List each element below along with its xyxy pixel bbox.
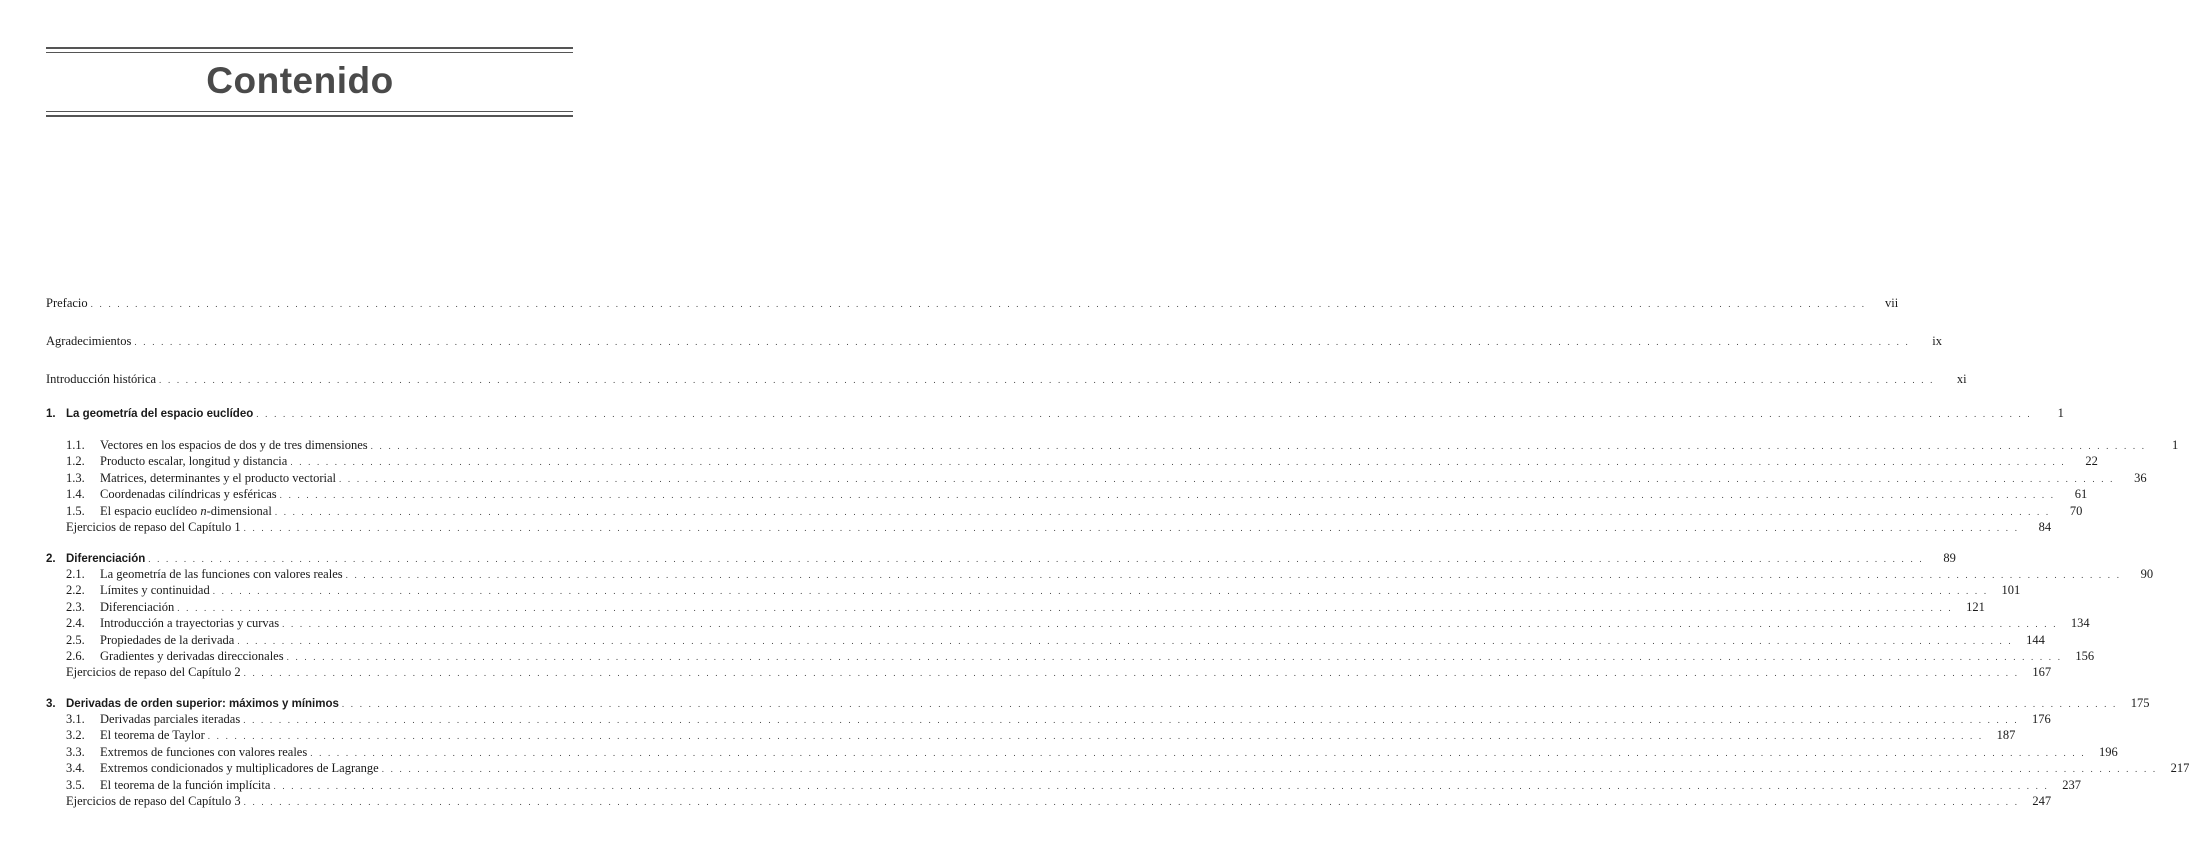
section-page: 22 bbox=[2085, 454, 2098, 469]
toc-section-entry[interactable] bbox=[46, 632, 2045, 648]
toc-entry-front-matter[interactable] bbox=[46, 333, 1942, 349]
section-page: 176 bbox=[2032, 712, 2051, 726]
dot-leader: . . . . . . . . . . . . . . . . . . . . . . . . . . . . . . . . . . . . . . . . . . . . . . . . . . . . . . . . . . . . . . . . . . . . . . . . . . . . . . . . . . . . . . . . . . . . . . . . . . . . . . . . . . . . . . . . . . . . . . . . . . . . . . . . . . . . . . . . . . . . . . . . . . . . . . . . . . . . . . . . . . . . . . . . . . . . . . . . . . . . . . . . . . . . . . . . . . . . . . . . bbox=[243, 523, 2020, 533]
section-label: 2.3. Diferenciación bbox=[66, 599, 177, 615]
section-label: 3.5. El teorema de la función implícita bbox=[66, 777, 273, 793]
toc-chapter-heading[interactable] bbox=[46, 695, 2150, 711]
dot-leader: . . . . . . . . . . . . . . . . . . . . . . . . . . . . . . . . . . . . . . . . . . . . . . . . . . . . . . . . . . . . . . . . . . . . . . . . . . . . . . . . . . . . . . . . . . . . . . . . . . . . . . . . . . . . . . . . . . . . . . . . . . . . . . . . . . . . . . . . . . . . . . . . . . . . . . . . . . . . . . . . . . . . . . . . . . . . . . . . . . . . . . . . . . . . . . . . . . . . . . . . bbox=[286, 652, 2063, 662]
chapter-number: 1. bbox=[46, 408, 56, 420]
dot-leader: . . . . . . . . . . . . . . . . . . . . . . . . . . . . . . . . . . . . . . . . . . . . . . . . . . . . . . . . . . . . . . . . . . . . . . . . . . . . . . . . . . . . . . . . . . . . . . . . . . . . . . . . . . . . . . . . . . . . . . . . . . . . . . . . . . . . . . . . . . . . . . . . . . . . . . . . . . . . . . . . . . . . . . . . . . . . . . . . . . . . . . . . . . . . . . . . . . . . . . . . bbox=[370, 441, 2147, 451]
toc-section-entry[interactable] bbox=[46, 566, 2154, 582]
toc-entry-front-matter[interactable] bbox=[46, 371, 1967, 387]
section-page: 36 bbox=[2134, 470, 2147, 485]
section-number: 3.3. bbox=[66, 744, 85, 759]
section-label: 3.1. Derivadas parciales iteradas bbox=[66, 711, 243, 727]
section-label: 2.2. Límites y continuidad bbox=[66, 582, 213, 598]
toc-section-entry[interactable] bbox=[46, 727, 2016, 743]
dot-leader: . . . . . . . . . . . . . . . . . . . . . . . . . . . . . . . . . . . . . . . . . . . . . . . . . . . . . . . . . . . . . . . . . . . . . . . . . . . . . . . . . . . . . . . . . . . . . . . . . . . . . . . . . . . . . . . . . . . . . . . . . . . . . . . . . . . . . . . . . . . . . . . . . . . . . . . . . . . . . . . . . . . . . . . . . . . . . . . . . . . . . . . . . . . . . . . . . . . . . . . . bbox=[148, 554, 1924, 564]
dot-leader: . . . . . . . . . . . . . . . . . . . . . . . . . . . . . . . . . . . . . . . . . . . . . . . . . . . . . . . . . . . . . . . . . . . . . . . . . . . . . . . . . . . . . . . . . . . . . . . . . . . . . . . . . . . . . . . . . . . . . . . . . . . . . . . . . . . . . . . . . . . . . . . . . . . . . . . . . . . . . . . . . . . . . . . . . . . . . . . . . . . . . . . . . . . . . . . . . . . . . . . . bbox=[273, 780, 2049, 791]
section-label: 3.3. Extremos de funciones con valores reales bbox=[66, 744, 310, 760]
section-number: 2.4. bbox=[66, 616, 85, 631]
section-number: 3.1. bbox=[66, 712, 85, 726]
section-page: 121 bbox=[1966, 599, 1985, 614]
section-page: 156 bbox=[2075, 649, 2095, 663]
exercises-label: Ejercicios de repaso del Capítulo 3 bbox=[66, 793, 244, 809]
chapter-page: 89 bbox=[1943, 551, 1956, 565]
section-number: 1.2. bbox=[66, 454, 85, 469]
entry-label: Agradecimientos bbox=[46, 333, 134, 349]
page-title: Contenido bbox=[206, 60, 394, 101]
section-number: 3.5. bbox=[66, 777, 85, 792]
toc-section-entry[interactable] bbox=[46, 437, 2179, 453]
entry-page: ix bbox=[1932, 334, 1942, 348]
dot-leader: . . . . . . . . . . . . . . . . . . . . . . . . . . . . . . . . . . . . . . . . . . . . . . . . . . . . . . . . . . . . . . . . . . . . . . . . . . . . . . . . . . . . . . . . . . . . . . . . . . . . . . . . . . . . . . . . . . . . . . . . . . . . . . . . . . . . . . . . . . . . . . . . . . . . . . . . . . . . . . . . . . . . . . . . . . . . . . . . . . . . . . . . . . . . . . . . . . . . . . . . bbox=[159, 375, 1935, 385]
section-number: 1.3. bbox=[66, 470, 85, 485]
section-label: 1.5. El espacio euclídeo n-dimensional bbox=[66, 503, 275, 519]
entry-page: vii bbox=[1885, 296, 1899, 310]
section-label: 1.4. Coordenadas cilíndricas y esféricas bbox=[66, 486, 280, 502]
dot-leader: . . . . . . . . . . . . . . . . . . . . . . . . . . . . . . . . . . . . . . . . . . . . . . . . . . . . . . . . . . . . . . . . . . . . . . . . . . . . . . . . . . . . . . . . . . . . . . . . . . . . . . . . . . . . . . . . . . . . . . . . . . . . . . . . . . . . . . . . . . . . . . . . . . . . . . . . . . . . . . . . . . . . . . . . . . . . . . . . . . . . . . . . . . . . . . . . . . . . . . . . bbox=[310, 747, 2086, 758]
section-number: 2.3. bbox=[66, 599, 85, 614]
section-number: 1.5. bbox=[66, 503, 85, 518]
section-page: 134 bbox=[2070, 616, 2090, 631]
toc-chapter-heading[interactable] bbox=[46, 550, 1956, 566]
exercises-page: 84 bbox=[2038, 520, 2052, 534]
exercises-label: Ejercicios de repaso del Capítulo 2 bbox=[66, 664, 244, 680]
dot-leader: . . . . . . . . . . . . . . . . . . . . . . . . . . . . . . . . . . . . . . . . . . . . . . . . . . . . . . . . . . . . . . . . . . . . . . . . . . . . . . . . . . . . . . . . . . . . . . . . . . . . . . . . . . . . . . . . . . . . . . . . . . . . . . . . . . . . . . . . . . . . . . . . . . . . . . . . . . . . . . . . . . . . . . . . . . . . . . . . . . . . . . . . . . . . . . . . . . . . . . . . bbox=[134, 337, 1910, 347]
section-label: 3.2. El teorema de Taylor bbox=[66, 727, 208, 743]
dot-leader: . . . . . . . . . . . . . . . . . . . . . . . . . . . . . . . . . . . . . . . . . . . . . . . . . . . . . . . . . . . . . . . . . . . . . . . . . . . . . . . . . . . . . . . . . . . . . . . . . . . . . . . . . . . . . . . . . . . . . . . . . . . . . . . . . . . . . . . . . . . . . . . . . . . . . . . . . . . . . . . . . . . . . . . . . . . . . . . . . . . . . . . . . . . . . . . . . . . . . . . . bbox=[274, 506, 2051, 517]
toc-section-entry[interactable] bbox=[46, 470, 2147, 486]
dot-leader: . . . . . . . . . . . . . . . . . . . . . . . . . . . . . . . . . . . . . . . . . . . . . . . . . . . . . . . . . . . . . . . . . . . . . . . . . . . . . . . . . . . . . . . . . . . . . . . . . . . . . . . . . . . . . . . . . . . . . . . . . . . . . . . . . . . . . . . . . . . . . . . . . . . . . . . . . . . . . . . . . . . . . . . . . . . . . . . . . . . . . . . . . . . . . . . . . . . . . . . . bbox=[345, 570, 2122, 580]
section-label: 1.2. Producto escalar, longitud y distancia bbox=[66, 453, 290, 469]
chapter-title: 2. Diferenciación bbox=[46, 551, 148, 567]
section-page: 187 bbox=[1996, 728, 2016, 743]
chapter-number: 3. bbox=[46, 698, 56, 710]
chapter-number: 2. bbox=[46, 553, 56, 565]
dot-leader: . . . . . . . . . . . . . . . . . . . . . . . . . . . . . . . . . . . . . . . . . . . . . . . . . . . . . . . . . . . . . . . . . . . . . . . . . . . . . . . . . . . . . . . . . . . . . . . . . . . . . . . . . . . . . . . . . . . . . . . . . . . . . . . . . . . . . . . . . . . . . . . . . . . . . . . . . . . . . . . . . . . . . . . . . . . . . . . . . . . . . . . . . . . . . . . . . . . . . . . . bbox=[90, 299, 1867, 309]
dot-leader: . . . . . . . . . . . . . . . . . . . . . . . . . . . . . . . . . . . . . . . . . . . . . . . . . . . . . . . . . . . . . . . . . . . . . . . . . . . . . . . . . . . . . . . . . . . . . . . . . . . . . . . . . . . . . . . . . . . . . . . . . . . . . . . . . . . . . . . . . . . . . . . . . . . . . . . . . . . . . . . . . . . . . . . . . . . . . . . . . . . . . . . . . . . . . . . . . . . . . . . . bbox=[212, 586, 1989, 597]
entry-label: Prefacio bbox=[46, 295, 91, 311]
section-page: 196 bbox=[2099, 744, 2118, 759]
dot-leader: . . . . . . . . . . . . . . . . . . . . . . . . . . . . . . . . . . . . . . . . . . . . . . . . . . . . . . . . . . . . . . . . . . . . . . . . . . . . . . . . . . . . . . . . . . . . . . . . . . . . . . . . . . . . . . . . . . . . . . . . . . . . . . . . . . . . . . . . . . . . . . . . . . . . . . . . . . . . . . . . . . . . . . . . . . . . . . . . . . . . . . . . . . . . . . . . . . . . . . . . bbox=[243, 715, 2019, 725]
section-number: 1.4. bbox=[66, 487, 85, 502]
exercises-page: 167 bbox=[2032, 665, 2052, 680]
dot-leader: . . . . . . . . . . . . . . . . . . . . . . . . . . . . . . . . . . . . . . . . . . . . . . . . . . . . . . . . . . . . . . . . . . . . . . . . . . . . . . . . . . . . . . . . . . . . . . . . . . . . . . . . . . . . . . . . . . . . . . . . . . . . . . . . . . . . . . . . . . . . . . . . . . . . . . . . . . . . . . . . . . . . . . . . . . . . . . . . . . . . . . . . . . . . . . . . . . . . . . . . bbox=[243, 797, 2020, 807]
section-page: 90 bbox=[2140, 567, 2154, 581]
section-page: 101 bbox=[2001, 583, 2021, 598]
dot-leader: . . . . . . . . . . . . . . . . . . . . . . . . . . . . . . . . . . . . . . . . . . . . . . . . . . . . . . . . . . . . . . . . . . . . . . . . . . . . . . . . . . . . . . . . . . . . . . . . . . . . . . . . . . . . . . . . . . . . . . . . . . . . . . . . . . . . . . . . . . . . . . . . . . . . . . . . . . . . . . . . . . . . . . . . . . . . . . . . . . . . . . . . . . . . . . . . . . . . . . . . bbox=[243, 668, 2020, 679]
dot-leader: . . . . . . . . . . . . . . . . . . . . . . . . . . . . . . . . . . . . . . . . . . . . . . . . . . . . . . . . . . . . . . . . . . . . . . . . . . . . . . . . . . . . . . . . . . . . . . . . . . . . . . . . . . . . . . . . . . . . . . . . . . . . . . . . . . . . . . . . . . . . . . . . . . . . . . . . . . . . . . . . . . . . . . . . . . . . . . . . . . . . . . . . . . . . . . . . . . . . . . . . bbox=[290, 457, 2066, 468]
toc-entry-front-matter[interactable] bbox=[46, 295, 1899, 311]
section-label: 2.4. Introducción a trayectorias y curvas bbox=[66, 615, 282, 631]
section-label: 2.1. La geometría de las funciones con valores reales bbox=[66, 566, 346, 582]
section-number: 1.1. bbox=[66, 438, 85, 452]
entry-label: Introducción histórica bbox=[46, 371, 159, 387]
chapter-title: 3. Derivadas de orden superior: máximos y mínimos bbox=[46, 696, 342, 712]
toc-section-entry[interactable] bbox=[46, 744, 2118, 760]
exercises-label: Ejercicios de repaso del Capítulo 1 bbox=[66, 519, 244, 535]
top-rule-thin bbox=[46, 52, 573, 53]
bottom-rule-thin bbox=[46, 111, 573, 112]
chapter-title: 1. La geometría del espacio euclídeo bbox=[46, 406, 256, 422]
toc-section-entry[interactable] bbox=[46, 486, 2088, 502]
section-number: 2.2. bbox=[66, 583, 85, 598]
section-label: 1.1. Vectores en los espacios de dos y de tres dimensiones bbox=[66, 437, 371, 453]
entry-page: xi bbox=[1956, 372, 1967, 386]
dot-leader: . . . . . . . . . . . . . . . . . . . . . . . . . . . . . . . . . . . . . . . . . . . . . . . . . . . . . . . . . . . . . . . . . . . . . . . . . . . . . . . . . . . . . . . . . . . . . . . . . . . . . . . . . . . . . . . . . . . . . . . . . . . . . . . . . . . . . . . . . . . . . . . . . . . . . . . . . . . . . . . . . . . . . . . . . . . . . . . . . . . . . . . . . . . . . . . . . . . . . . . . bbox=[177, 602, 1953, 613]
section-number: 3.4. bbox=[66, 761, 85, 776]
dot-leader: . . . . . . . . . . . . . . . . . . . . . . . . . . . . . . . . . . . . . . . . . . . . . . . . . . . . . . . . . . . . . . . . . . . . . . . . . . . . . . . . . . . . . . . . . . . . . . . . . . . . . . . . . . . . . . . . . . . . . . . . . . . . . . . . . . . . . . . . . . . . . . . . . . . . . . . . . . . . . . . . . . . . . . . . . . . . . . . . . . . . . . . . . . . . . . . . . . . . . . . . bbox=[282, 619, 2058, 630]
top-rule bbox=[46, 47, 573, 49]
toc-section-entry[interactable] bbox=[46, 777, 2081, 793]
section-page: 70 bbox=[2069, 503, 2083, 518]
toc-section-entry[interactable] bbox=[46, 711, 2051, 727]
toc-section-entry[interactable] bbox=[46, 648, 2095, 664]
toc-chapter-heading[interactable] bbox=[46, 405, 2064, 421]
section-page: 144 bbox=[2026, 632, 2045, 647]
section-label: 2.5. Propiedades de la derivada bbox=[66, 632, 237, 648]
dot-leader: . . . . . . . . . . . . . . . . . . . . . . . . . . . . . . . . . . . . . . . . . . . . . . . . . . . . . . . . . . . . . . . . . . . . . . . . . . . . . . . . . . . . . . . . . . . . . . . . . . . . . . . . . . . . . . . . . . . . . . . . . . . . . . . . . . . . . . . . . . . . . . . . . . . . . . . . . . . . . . . . . . . . . . . . . . . . . . . . . . . . . . . . . . . . . . . . . . . . . . . . bbox=[279, 490, 2056, 501]
toc-section-entry[interactable] bbox=[46, 599, 1985, 615]
section-number: 2.5. bbox=[66, 632, 85, 647]
toc-exercises-entry[interactable] bbox=[46, 793, 2052, 809]
dot-leader: . . . . . . . . . . . . . . . . . . . . . . . . . . . . . . . . . . . . . . . . . . . . . . . . . . . . . . . . . . . . . . . . . . . . . . . . . . . . . . . . . . . . . . . . . . . . . . . . . . . . . . . . . . . . . . . . . . . . . . . . . . . . . . . . . . . . . . . . . . . . . . . . . . . . . . . . . . . . . . . . . . . . . . . . . . . . . . . . . . . . . . . . . . . . . . . . . . . . . . . . bbox=[381, 764, 2158, 775]
section-label: 1.3. Matrices, determinantes y el producto vectorial bbox=[66, 470, 339, 486]
dot-leader: . . . . . . . . . . . . . . . . . . . . . . . . . . . . . . . . . . . . . . . . . . . . . . . . . . . . . . . . . . . . . . . . . . . . . . . . . . . . . . . . . . . . . . . . . . . . . . . . . . . . . . . . . . . . . . . . . . . . . . . . . . . . . . . . . . . . . . . . . . . . . . . . . . . . . . . . . . . . . . . . . . . . . . . . . . . . . . . . . . . . . . . . . . . . . . . . . . . . . . . . bbox=[256, 409, 2032, 419]
toc-section-entry[interactable] bbox=[46, 615, 2090, 631]
toc-exercises-entry[interactable] bbox=[46, 519, 2052, 535]
section-label: 2.6. Gradientes y derivadas direccionales bbox=[66, 648, 287, 664]
section-number: 2.6. bbox=[66, 649, 85, 663]
toc-section-entry[interactable] bbox=[46, 453, 2098, 469]
dot-leader: . . . . . . . . . . . . . . . . . . . . . . . . . . . . . . . . . . . . . . . . . . . . . . . . . . . . . . . . . . . . . . . . . . . . . . . . . . . . . . . . . . . . . . . . . . . . . . . . . . . . . . . . . . . . . . . . . . . . . . . . . . . . . . . . . . . . . . . . . . . . . . . . . . . . . . . . . . . . . . . . . . . . . . . . . . . . . . . . . . . . . . . . . . . . . . . . . . . . . . . . bbox=[237, 635, 2013, 646]
dot-leader: . . . . . . . . . . . . . . . . . . . . . . . . . . . . . . . . . . . . . . . . . . . . . . . . . . . . . . . . . . . . . . . . . . . . . . . . . . . . . . . . . . . . . . . . . . . . . . . . . . . . . . . . . . . . . . . . . . . . . . . . . . . . . . . . . . . . . . . . . . . . . . . . . . . . . . . . . . . . . . . . . . . . . . . . . . . . . . . . . . . . . . . . . . . . . . . . . . . . . . . . bbox=[341, 699, 2118, 709]
section-label: 3.4. Extremos condicionados y multiplicadores de Lagrange bbox=[66, 760, 382, 776]
dot-leader: . . . . . . . . . . . . . . . . . . . . . . . . . . . . . . . . . . . . . . . . . . . . . . . . . . . . . . . . . . . . . . . . . . . . . . . . . . . . . . . . . . . . . . . . . . . . . . . . . . . . . . . . . . . . . . . . . . . . . . . . . . . . . . . . . . . . . . . . . . . . . . . . . . . . . . . . . . . . . . . . . . . . . . . . . . . . . . . . . . . . . . . . . . . . . . . . . . . . . . . . bbox=[207, 731, 1984, 742]
toc-section-entry[interactable] bbox=[46, 582, 2021, 598]
chapter-page: 1 bbox=[2057, 406, 2064, 420]
section-number: 2.1. bbox=[66, 567, 85, 581]
section-page: 217 bbox=[2170, 761, 2189, 776]
dot-leader: . . . . . . . . . . . . . . . . . . . . . . . . . . . . . . . . . . . . . . . . . . . . . . . . . . . . . . . . . . . . . . . . . . . . . . . . . . . . . . . . . . . . . . . . . . . . . . . . . . . . . . . . . . . . . . . . . . . . . . . . . . . . . . . . . . . . . . . . . . . . . . . . . . . . . . . . . . . . . . . . . . . . . . . . . . . . . . . . . . . . . . . . . . . . . . . . . . . . . . . . bbox=[339, 473, 2115, 484]
toc-exercises-entry[interactable] bbox=[46, 664, 2052, 680]
toc-section-entry[interactable] bbox=[46, 503, 2083, 519]
toc-section-entry[interactable] bbox=[46, 760, 2189, 776]
bottom-rule bbox=[46, 115, 573, 117]
section-page: 1 bbox=[2171, 438, 2179, 452]
exercises-page: 247 bbox=[2032, 794, 2052, 808]
section-page: 237 bbox=[2062, 777, 2081, 792]
section-number: 3.2. bbox=[66, 728, 85, 743]
chapter-page: 175 bbox=[2130, 696, 2150, 710]
section-page: 61 bbox=[2074, 487, 2088, 502]
